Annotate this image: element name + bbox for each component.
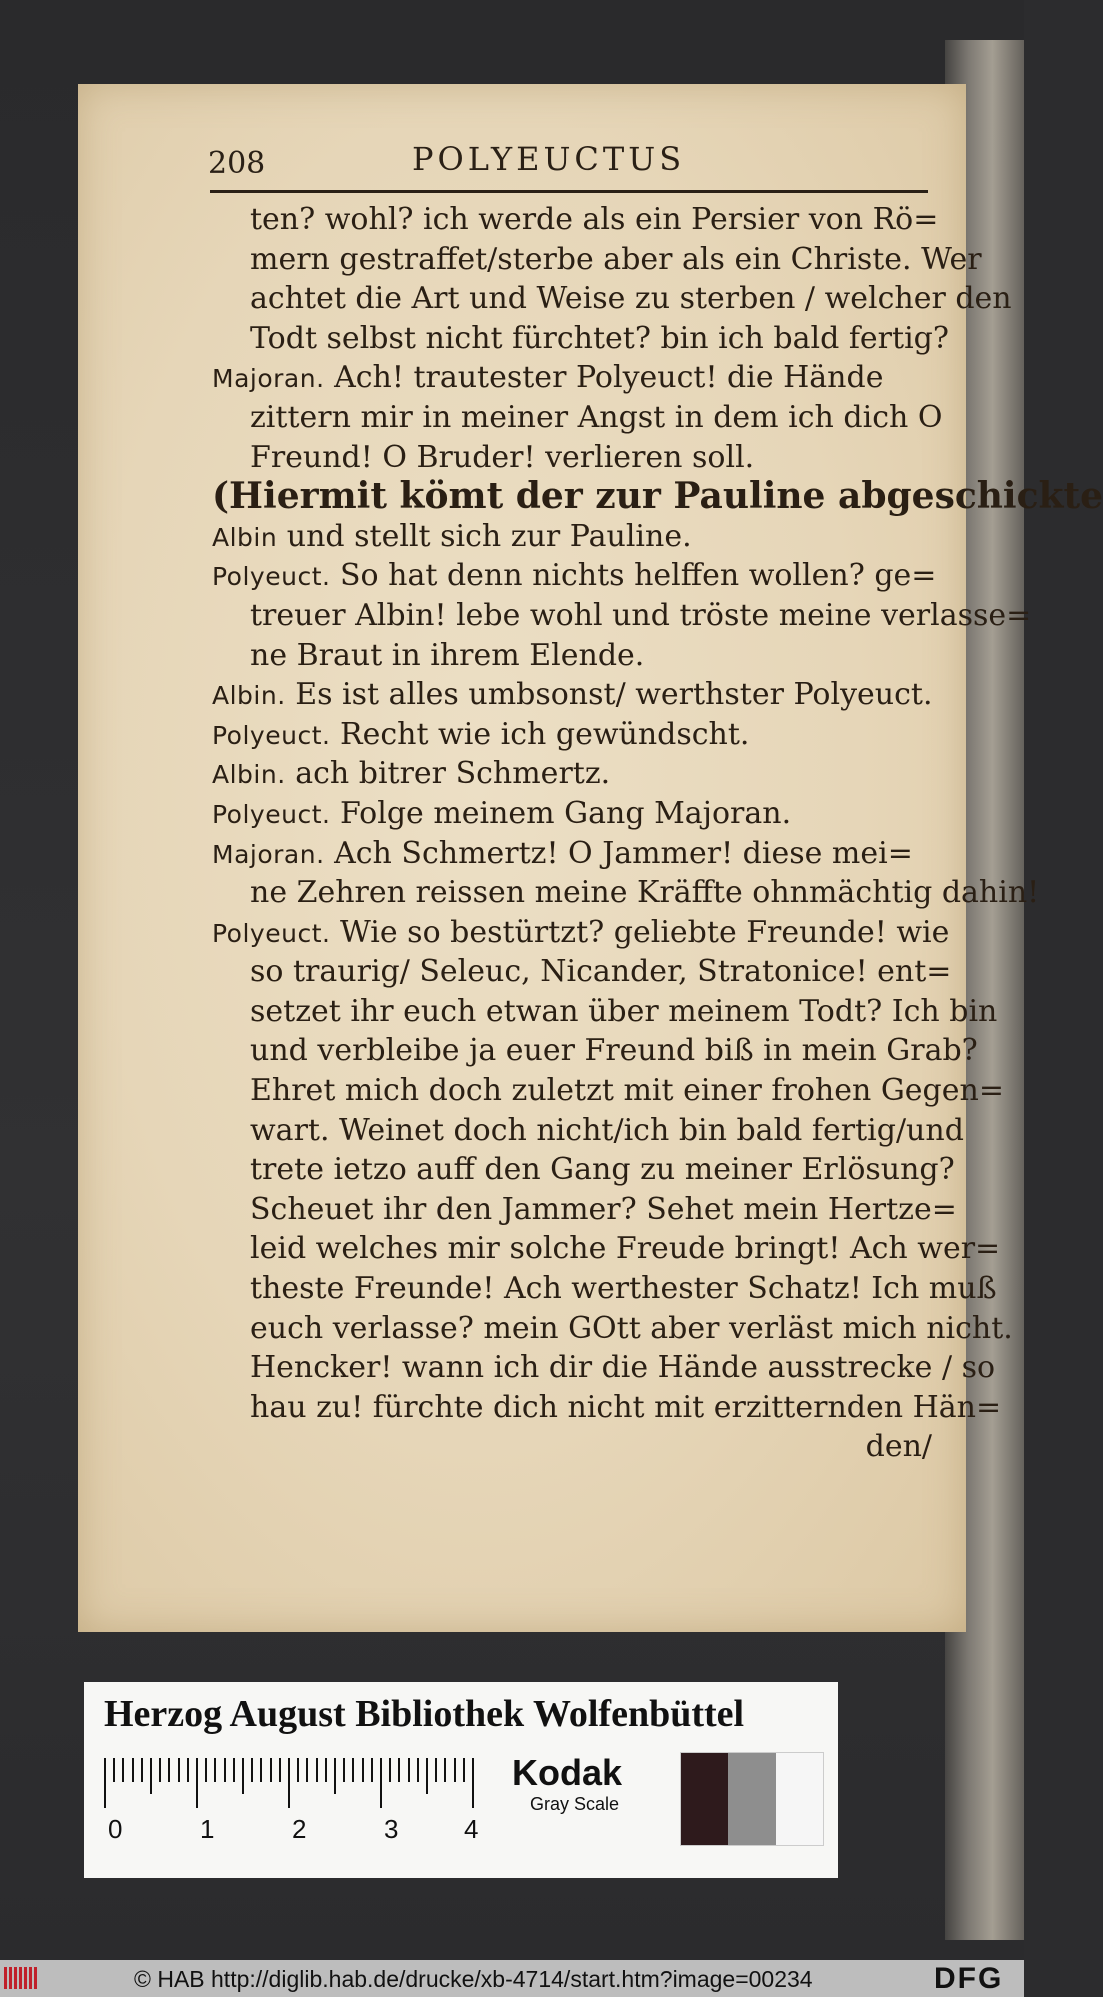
line-text: Ehret mich doch zuletzt mit einer frohen Gegen= [250, 1073, 1004, 1109]
line-text: theste Freunde! Ach werthester Schatz! Ich muß [250, 1271, 997, 1307]
speaker-name: Polyeuct. [212, 918, 331, 948]
ruler-tick [214, 1758, 216, 1782]
ruler-tick [426, 1758, 428, 1794]
line-text: mern gestraffet/sterbe aber als ein Christe. Wer [250, 241, 982, 277]
gray-swatches [680, 1752, 824, 1846]
card-title: Herzog August Bibliothek Wolfenbüttel [104, 1693, 745, 1735]
line-text: zittern mir in meiner Angst in dem ich dich O [250, 399, 943, 435]
ruler-tick [334, 1758, 336, 1794]
text-line [212, 675, 942, 715]
line-text: den/ [865, 1429, 932, 1465]
line-text: (Hiermit kömt der zur Pauline abgeschickte [212, 475, 1103, 518]
hab-logo-icon [4, 1967, 48, 1991]
line-text: Todt selbst nicht fürchtet? bin ich bald fertig? [250, 320, 949, 356]
line-text: Wie so bestürtzt? geliebte Freunde! wie [330, 914, 950, 950]
text-line [212, 636, 942, 676]
text-line [212, 319, 949, 359]
text-line [212, 1031, 978, 1071]
text-line [212, 1229, 1001, 1269]
line-text: So hat denn nichts helffen wollen? ge= [330, 558, 937, 594]
line-text: wart. Weinet doch nicht/ich bin bald fertig/und [250, 1112, 964, 1148]
ruler-number: 2 [292, 1814, 307, 1844]
ruler-tick [178, 1758, 180, 1782]
text-line [212, 1427, 942, 1467]
ruler-tick [270, 1758, 272, 1782]
ruler-tick [472, 1758, 474, 1808]
ruler-tick [297, 1758, 299, 1782]
ruler [104, 1758, 564, 1808]
text-line [212, 556, 942, 596]
running-head: POLYEUCTUS [412, 140, 686, 178]
ruler-tick [168, 1758, 170, 1782]
line-text: so traurig/ Seleuc, Nicander, Stratonice! ent= [250, 954, 952, 990]
ruler-tick [389, 1758, 391, 1782]
line-text: Recht wie ich gewündscht. [330, 716, 750, 752]
ruler-number: 3 [384, 1814, 399, 1844]
text-line [212, 992, 998, 1032]
line-text: achtet die Art und Weise zu sterben / welcher den [250, 281, 1012, 317]
line-text: Scheuet ihr den Jammer? Sehet mein Hertze= [250, 1191, 957, 1227]
line-text: Ach! trautester Polyeuct! die Hände [324, 360, 884, 396]
text-line [212, 952, 952, 992]
ruler-tick [104, 1758, 106, 1808]
ruler-tick [435, 1758, 437, 1782]
text-line [212, 1269, 997, 1309]
text-line [212, 240, 982, 280]
swatch-gray [728, 1753, 775, 1845]
text-line [212, 1190, 957, 1230]
ruler-tick [150, 1758, 152, 1794]
text-line [212, 1150, 955, 1190]
ruler-tick [371, 1758, 373, 1782]
ruler-tick [113, 1758, 115, 1782]
ruler-tick [343, 1758, 345, 1782]
text-line [212, 596, 1032, 636]
color-card [84, 1682, 838, 1878]
ruler-tick [444, 1758, 446, 1782]
text-line [212, 794, 942, 834]
ruler-tick [380, 1758, 382, 1808]
ruler-tick [233, 1758, 235, 1782]
speaker-name: Albin [212, 522, 278, 552]
text-line [212, 1111, 964, 1151]
line-text: hau zu! fürchte dich nicht mit erzitternden Hän= [250, 1389, 1002, 1425]
ruler-tick [288, 1758, 290, 1808]
text-line [212, 279, 1012, 319]
text-line [212, 873, 1040, 913]
line-text: ten? wohl? ich werde als ein Persier von Rö= [250, 202, 939, 237]
text-line [212, 1348, 996, 1388]
ruler-tick [224, 1758, 226, 1782]
line-text: ne Zehren reissen meine Kräffte ohnmächtig dahin! [250, 875, 1040, 911]
line-text: ne Braut in ihrem Elende. [250, 637, 645, 673]
ruler-tick [251, 1758, 253, 1782]
ruler-tick [205, 1758, 207, 1782]
ruler-tick [463, 1758, 465, 1782]
text-line [212, 398, 942, 438]
text-line [212, 1071, 1004, 1111]
ruler-number: 4 [464, 1814, 479, 1844]
speaker-name: Polyeuct. [212, 799, 331, 829]
page-text [212, 200, 1103, 1467]
footer-bar [0, 1960, 1024, 1997]
line-text: euch verlasse? mein GOtt aber verläst mich nicht. [250, 1310, 1013, 1346]
text-line [212, 438, 942, 478]
line-text: Folge meinem Gang Majoran. [330, 795, 792, 831]
text-line [212, 475, 1103, 518]
ruler-tick [132, 1758, 134, 1782]
ruler-tick [196, 1758, 198, 1808]
ruler-tick [362, 1758, 364, 1782]
ruler-tick [187, 1758, 189, 1782]
speaker-name: Albin. [212, 681, 286, 711]
text-line [212, 913, 950, 953]
line-text: Ach Schmertz! O Jammer! diese mei= [324, 835, 913, 871]
ruler-tick [398, 1758, 400, 1782]
ruler-tick [260, 1758, 262, 1782]
text-line [212, 200, 942, 240]
ruler-tick [454, 1758, 456, 1782]
line-text: ach bitrer Schmertz. [285, 756, 611, 792]
ruler-tick [306, 1758, 308, 1782]
line-text: Hencker! wann ich dir die Hände ausstrecke / so [250, 1350, 996, 1386]
swatch-white [776, 1753, 823, 1845]
page-number: 208 [208, 146, 266, 181]
kodak-logo: Kodak [512, 1752, 623, 1793]
speaker-name: Polyeuct. [212, 562, 331, 592]
ruler-tick [408, 1758, 410, 1782]
line-text: trete ietzo auff den Gang zu meiner Erlösung? [250, 1152, 955, 1188]
text-line [212, 754, 942, 794]
line-text: und stellt sich zur Pauline. [277, 518, 692, 554]
speaker-name: Majoran. [212, 364, 325, 394]
line-text: treuer Albin! lebe wohl und tröste meine verlasse= [250, 597, 1032, 633]
text-line [212, 715, 942, 755]
text-line [212, 517, 942, 557]
ruler-tick [279, 1758, 281, 1782]
text-line [212, 1388, 1002, 1428]
header-rule [210, 190, 928, 193]
ruler-number: 1 [200, 1814, 215, 1844]
dfg-logo: DFG [934, 1962, 1004, 1995]
speaker-name: Albin. [212, 760, 286, 790]
ruler-tick [352, 1758, 354, 1782]
swatch-black [681, 1753, 728, 1845]
line-text: leid welches mir solche Freude bringt! Ach wer= [250, 1231, 1001, 1267]
ruler-tick [159, 1758, 161, 1782]
speaker-name: Majoran. [212, 839, 325, 869]
line-text: setzet ihr euch etwan über meinem Todt? Ich bin [250, 993, 998, 1029]
speaker-name: Polyeuct. [212, 720, 331, 750]
text-line [212, 1309, 1013, 1349]
ruler-tick [122, 1758, 124, 1782]
ruler-tick [242, 1758, 244, 1794]
footer-link[interactable]: © HAB http://diglib.hab.de/drucke/xb-4714/start.htm?image=00234 [134, 1966, 813, 1992]
text-line [212, 358, 942, 398]
line-text: Freund! O Bruder! verlieren soll. [250, 439, 755, 475]
gray-scale-label: Gray Scale [530, 1794, 620, 1814]
ruler-number: 0 [108, 1814, 123, 1844]
ruler-tick [325, 1758, 327, 1782]
line-text: Es ist alles umbsonst/ werthster Polyeuct. [285, 677, 933, 713]
text-line [212, 834, 942, 874]
ruler-tick [141, 1758, 143, 1782]
ruler-tick [417, 1758, 419, 1782]
ruler-tick [316, 1758, 318, 1782]
line-text: und verbleibe ja euer Freund biß in mein Grab? [250, 1033, 978, 1069]
